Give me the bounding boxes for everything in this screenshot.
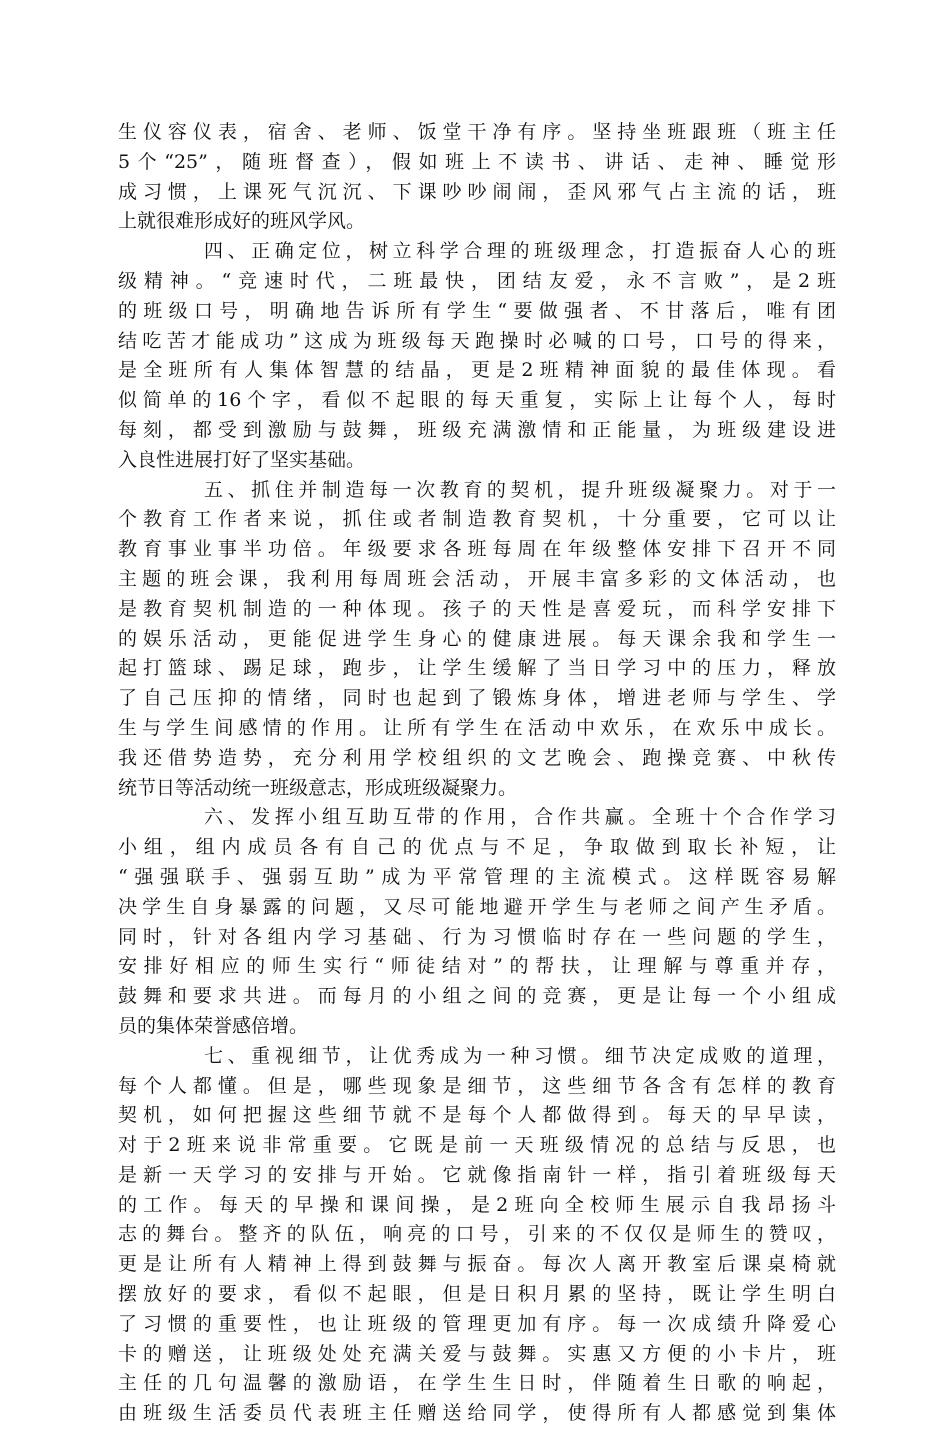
text-line: 上就很难形成好的班风学风。 <box>118 210 366 233</box>
text-line: 契机，如何把握这些细节就不是每个人都做得到。每天的早早读， <box>118 1104 836 1127</box>
text-line: 是新一天学习的安排与开始。它就像指南针一样，指引着班级每天 <box>118 1163 836 1186</box>
text-line: 的工作。每天的早操和课间操，是2班向全校师生展示自我昂扬斗 <box>118 1193 836 1216</box>
text-line: 主题的班会课，我利用每周班会活动，开展丰富多彩的文体活动，也 <box>118 567 836 590</box>
text-line: 志的舞台。整齐的队伍，响亮的口号，引来的不仅仅是师生的赞叹， <box>118 1223 836 1246</box>
text-line: “强强联手、强弱互助”成为平常管理的主流模式。这样既容易解 <box>118 865 836 888</box>
text-line: 我还借势造势，充分利用学校组织的文艺晚会、跑操竞赛、中秋传 <box>118 746 836 769</box>
text-line: 员的集体荣誉感倍增。 <box>118 1014 309 1037</box>
text-line: 鼓舞和要求共进。而每月的小组之间的竞赛，更是让每一个小组成 <box>118 985 836 1008</box>
text-line: 每刻，都受到激励与鼓舞，班级充满激情和正能量，为班级建设进 <box>118 418 836 441</box>
text-line: 更是让所有人精神上得到鼓舞与振奋。每次人离开教室后课桌椅就 <box>118 1253 836 1276</box>
text-line: 生仪容仪表，宿舍、老师、饭堂干净有序。坚持坐班跟班（班主任 <box>118 121 836 143</box>
text-line: 是全班所有人集体智慧的结晶，更是2班精神面貌的最佳体现。看 <box>118 359 836 382</box>
text-line: 决学生自身暴露的问题，又尽可能地避开学生与老师之间产生矛盾。 <box>118 895 836 918</box>
text-line: 摆放好的要求，看似不起眼，但是日积月累的坚持，既让学生明白 <box>118 1283 836 1306</box>
text-line: 是教育契机制造的一种体现。孩子的天性是喜爱玩，而科学安排下 <box>118 597 836 620</box>
text-line: 教育事业事半功倍。年级要求各班每周在年级整体安排下召开不同 <box>118 538 836 561</box>
text-line: 五、抓住并制造每一次教育的契机，提升班级凝聚力。对于一 <box>204 478 836 501</box>
text-line: 起打篮球、踢足球，跑步，让学生缓解了当日学习中的压力，释放 <box>118 657 836 680</box>
body-text <box>118 118 836 1429</box>
text-line: 同时，针对各组内学习基础、行为习惯临时存在一些问题的学生， <box>118 925 836 948</box>
text-line: 了习惯的重要性，也让班级的管理更加有序。每一次成绩升降爱心 <box>118 1312 836 1335</box>
text-line: 主任的几句温馨的激励语，在学生生日时，伴随着生日歌的响起， <box>118 1372 836 1395</box>
text-line: 由班级生活委员代表班主任赠送给同学，使得所有人都感觉到集体 <box>118 1402 836 1425</box>
text-line: 四、正确定位，树立科学合理的班级理念，打造振奋人心的班 <box>204 240 836 263</box>
text-line: 的班级口号，明确地告诉所有学生“要做强者、不甘落后，唯有团 <box>118 299 836 322</box>
text-line: 安排好相应的师生实行“师徒结对”的帮扶，让理解与尊重并存， <box>118 955 836 978</box>
text-line: 5个“25”，随班督查），假如班上不读书、讲话、走神、睡觉形 <box>118 150 836 173</box>
text-line: 卡的赠送，让班级处处充满关爱与鼓舞。实惠又方便的小卡片，班 <box>118 1342 836 1365</box>
text-line: 六、发挥小组互助互带的作用，合作共赢。全班十个合作学习 <box>204 806 836 829</box>
text-line: 的娱乐活动，更能促进学生身心的健康进展。每天课余我和学生一 <box>118 627 836 650</box>
text-line: 每个人都懂。但是，哪些现象是细节，这些细节各含有怎样的教育 <box>118 1074 836 1097</box>
text-line: 成习惯，上课死气沉沉、下课吵吵闹闹，歪风邪气占主流的话，班 <box>118 180 836 203</box>
text-line: 对于2班来说非常重要。它既是前一天班级情况的总结与反思，也 <box>118 1134 836 1157</box>
text-line: 七、重视细节，让优秀成为一种习惯。细节决定成败的道理， <box>204 1044 836 1067</box>
text-line: 入良性进展打好了坚实基础。 <box>118 448 366 471</box>
text-line: 统节日等活动统一班级意志，形成班级凝聚力。 <box>118 776 518 799</box>
text-line: 了自己压抑的情绪，同时也起到了锻炼身体，增进老师与学生、学 <box>118 687 836 710</box>
text-line: 个教育工作者来说，抓住或者制造教育契机，十分重要，它可以让 <box>118 508 836 531</box>
text-line: 结吃苦才能成功”这成为班级每天跑操时必喊的口号，口号的得来， <box>118 329 836 352</box>
text-line: 似简单的16个字，看似不起眼的每天重复，实际上让每个人，每时 <box>118 389 836 412</box>
text-line: 级精神。“竞速时代，二班最快，团结友爱，永不言败”，是2班 <box>118 269 836 292</box>
text-line: 生与学生间感情的作用。让所有学生在活动中欢乐，在欢乐中成长。 <box>118 716 836 739</box>
text-line: 小组，组内成员各有自己的优点与不足，争取做到取长补短，让 <box>118 836 836 859</box>
